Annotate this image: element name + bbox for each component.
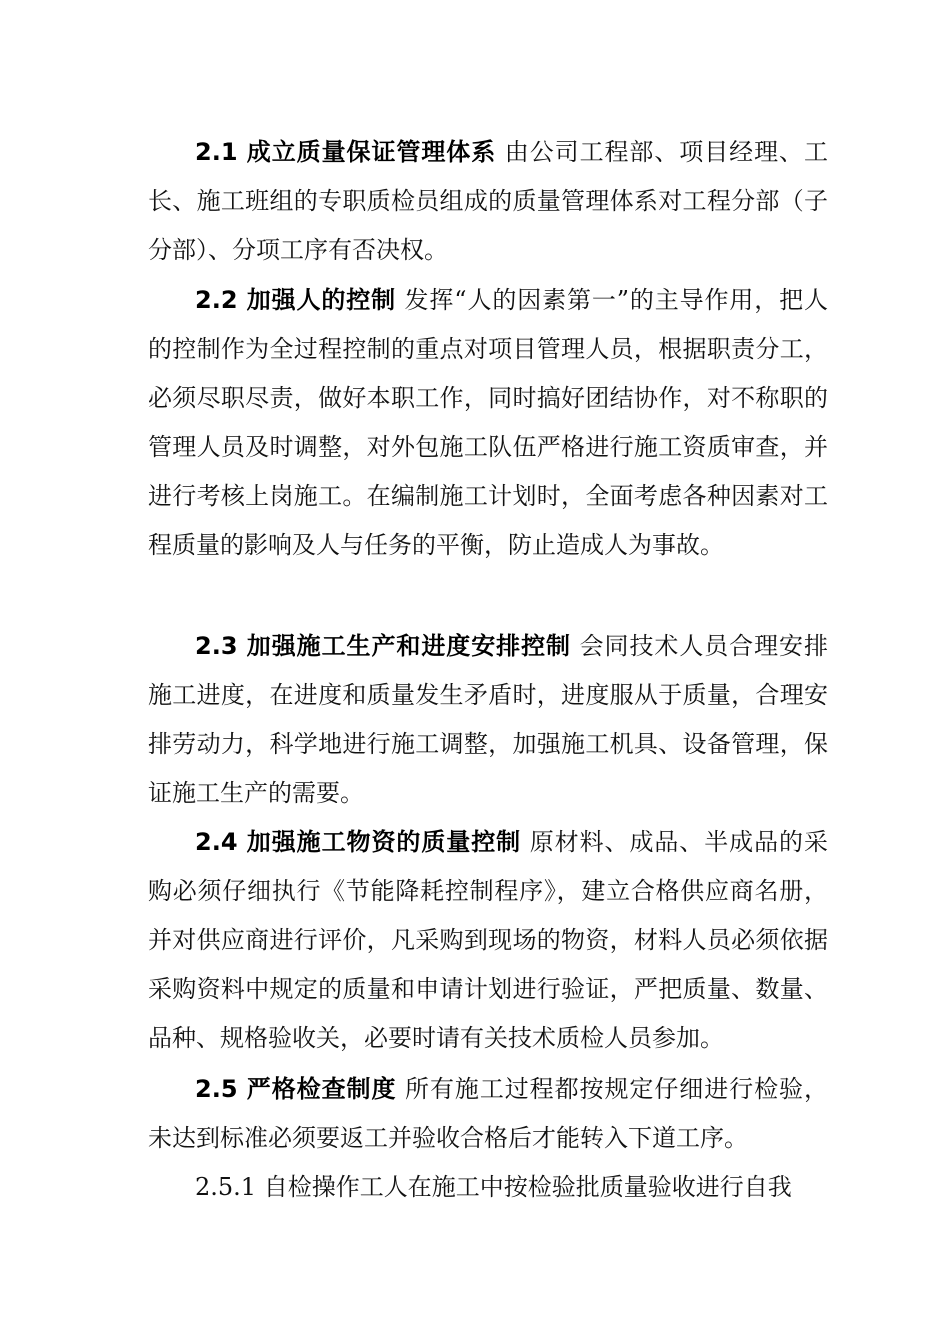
section-heading: 2.4 加强施工物资的质量控制: [195, 828, 522, 856]
section-body: 由公司工程部、项目经理、工长、施工班组的专职质检员组成的质量管理体系对工程分部（子分部）、分项工序有否决权。: [148, 138, 828, 264]
section-body: 原材料、成品、半成品的采购必须仔细执行《节能降耗控制程序》，建立合格供应商名册，并对供应商进行评价，凡采购到现场的物资，材料人员必须依据采购资料中规定的质量和申请计划进行验证，严把质量、数量、品种、规格验收关，必要时请有关技术质检人员参加。: [148, 828, 828, 1052]
section-body: 2.5.1 自检操作工人在施工中按检验批质量验收进行自我: [195, 1173, 792, 1201]
section-heading: 2.1 成立质量保证管理体系: [195, 138, 497, 166]
section-2-3: [148, 622, 828, 818]
section-2-2: [148, 276, 828, 570]
section-heading: 2.3 加强施工生产和进度安排控制: [195, 632, 571, 660]
section-body: 发挥“人的因素第一”的主导作用，把人的控制作为全过程控制的重点对项目管理人员，根据职责分工，必须尽职尽责，做好本职工作，同时搞好团结协作，对不称职的管理人员及时调整，对外包施工队伍严格进行施工资质审查，并进行考核上岗施工。在编制施工计划时，全面考虑各种因素对工程质量的影响及人与任务的平衡，防止造成人为事故。: [148, 286, 829, 559]
section-body: 所有施工过程都按规定仔细进行检验，未达到标准必须要返工并验收合格后才能转入下道工序。: [148, 1075, 828, 1152]
section-2-5-1: [148, 1163, 828, 1212]
section-2-4: [148, 818, 828, 1063]
section-2-5: [148, 1065, 828, 1163]
section-heading: 2.2 加强人的控制: [195, 286, 397, 314]
section-2-1: [148, 128, 828, 275]
section-heading: 2.5 严格检查制度: [195, 1075, 397, 1103]
section-body: 会同技术人员合理安排施工进度，在进度和质量发生矛盾时，进度服从于质量，合理安排劳动力，科学地进行施工调整，加强施工机具、设备管理，保证施工生产的需要。: [148, 632, 828, 807]
